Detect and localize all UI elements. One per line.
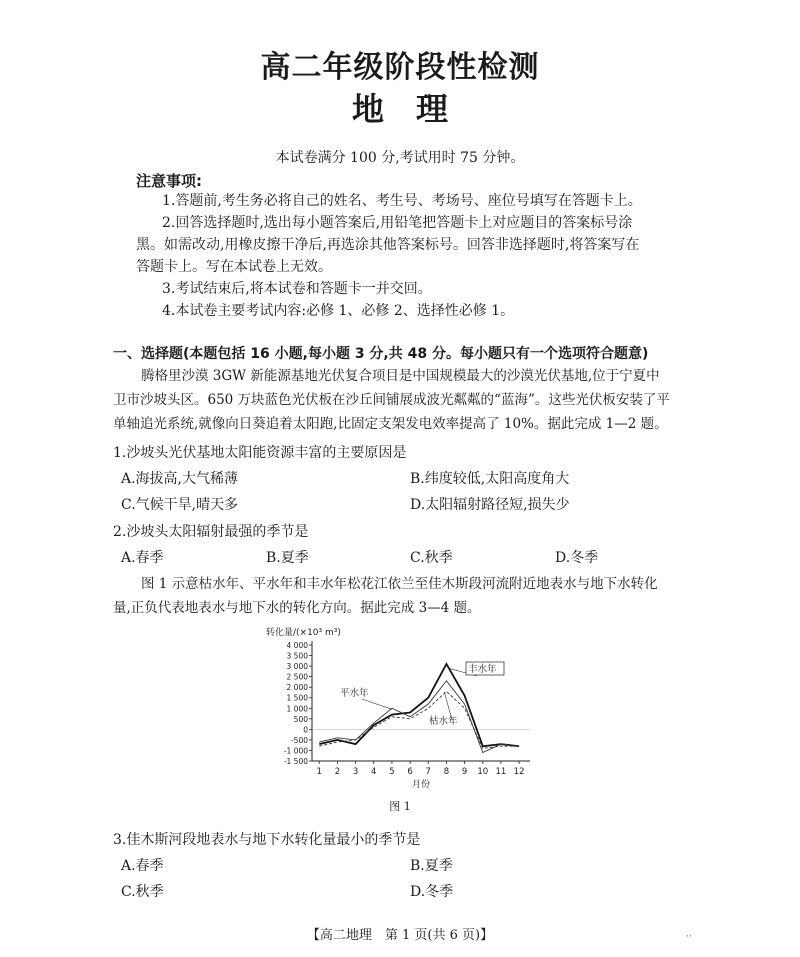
- q1-option-a[interactable]: A.海拔高,大气稀薄: [121, 471, 239, 487]
- y-tick-label: -1 000: [283, 746, 308, 756]
- notice-line: 3.考试结束后,将本试卷和答题卡一并交回。: [162, 281, 432, 297]
- series-label: 丰水年: [468, 664, 497, 675]
- x-tick-label: 10: [477, 767, 489, 777]
- x-tick-label: 8: [443, 767, 450, 777]
- x-tick-label: 7: [425, 767, 431, 777]
- question-2-stem: 2.沙坡头太阳辐射最强的季节是: [113, 524, 309, 540]
- y-tick-label: 0: [303, 725, 308, 735]
- material-2: [113, 572, 693, 620]
- notice-line: 1.答题前,考生务必将自己的姓名、考生号、考场号、座位号填写在答题卡上。: [162, 193, 642, 209]
- y-tick-label: 1 000: [286, 704, 308, 714]
- subject-title: 地 理: [351, 90, 448, 128]
- q2-option-b[interactable]: B.夏季: [266, 550, 309, 566]
- notice-heading: 注意事项:: [136, 172, 202, 190]
- section-heading: 一、选择题(本题包括 16 小题,每小题 3 分,共 48 分。每小题只有一个选项符合题意): [113, 346, 649, 362]
- y-tick-label: 3 500: [286, 651, 308, 661]
- x-tick-label: 1: [316, 767, 322, 777]
- x-tick-label: 11: [495, 767, 507, 777]
- x-tick-label: 12: [513, 767, 525, 777]
- y-tick-label: 2 500: [286, 672, 308, 682]
- x-axis-label: 月份: [411, 780, 431, 790]
- material-line: 卫市沙坡头区。650 万块蓝色光伏板在沙丘间铺展成波光粼粼的“蓝海”。这些光伏板安装了平: [113, 392, 670, 408]
- material-line: 量,正负代表地表水与地下水的转化方向。据此完成 3—4 题。: [113, 600, 481, 616]
- y-tick-label: -1 500: [283, 757, 308, 766]
- y-tick-label: -500: [290, 735, 308, 745]
- exam-title: 高二年级阶段性检测: [260, 50, 540, 85]
- x-tick-label: 3: [352, 767, 359, 777]
- notice-block: [136, 190, 676, 322]
- series-leader: [362, 699, 392, 709]
- q2-option-d[interactable]: D.冬季: [555, 550, 599, 566]
- question-3-stem: 3.佳木斯河段地表水与地下水转化量最小的季节是: [113, 832, 421, 848]
- corner-mark: ··: [686, 932, 692, 942]
- q1-option-b[interactable]: B.纬度较低,太阳高度角大: [410, 471, 570, 487]
- page-footer: 【高二地理 第 1 页(共 6 页)】: [306, 928, 494, 943]
- q3-option-c[interactable]: C.秋季: [121, 884, 164, 900]
- question-1-stem: 1.沙坡头光伏基地太阳能资源丰富的主要原因是: [113, 445, 407, 461]
- series-label: 平水年: [340, 688, 369, 699]
- figure-caption: 图 1: [389, 800, 411, 813]
- series-line-2: [319, 691, 519, 748]
- y-tick-label: 3 000: [286, 662, 308, 672]
- x-tick-label: 9: [461, 767, 468, 777]
- notice-line: 答题卡上。写在本试卷上无效。: [136, 259, 332, 275]
- conversion-chart: [262, 623, 542, 795]
- q3-option-d[interactable]: D.冬季: [410, 884, 454, 900]
- series-line-0: [319, 664, 519, 746]
- notice-line: 黑。如需改动,用橡皮擦干净后,再选涂其他答案标号。回答非选择题时,将答案写在: [136, 237, 640, 253]
- q2-option-a[interactable]: A.春季: [121, 550, 164, 566]
- y-tick-label: 500: [293, 714, 308, 724]
- q1-option-d[interactable]: D.太阳辐射路径短,损失少: [410, 497, 570, 513]
- y-axis-label: 转化量/(×10³ m³): [266, 628, 341, 638]
- x-tick-label: 4: [371, 767, 377, 777]
- x-tick-label: 6: [407, 767, 413, 777]
- q3-option-b[interactable]: B.夏季: [410, 858, 453, 874]
- q1-option-c[interactable]: C.气候干旱,晴天多: [121, 497, 239, 513]
- series-label: 枯水年: [429, 716, 458, 727]
- material-1: [113, 364, 693, 436]
- x-tick-label: 5: [389, 767, 395, 777]
- x-tick-label: 2: [334, 767, 341, 777]
- q2-option-c[interactable]: C.秋季: [410, 550, 453, 566]
- y-tick-label: 4 000: [286, 641, 308, 650]
- material-line: 单轴追光系统,就像向日葵追着太阳跑,比固定支架发电效率提高了 10%。据此完成 1—2 题。: [113, 416, 668, 432]
- y-tick-label: 1 500: [286, 693, 308, 703]
- q3-option-a[interactable]: A.春季: [121, 858, 164, 874]
- material-line: 腾格里沙漠 3GW 新能源基地光伏复合项目是中国规模最大的沙漠光伏基地,位于宁夏中: [141, 368, 660, 384]
- exam-intro: 本试卷满分 100 分,考试用时 75 分钟。: [275, 150, 525, 166]
- material-line: 图 1 示意枯水年、平水年和丰水年松花江依兰至佳木斯段河流附近地表水与地下水转化: [141, 576, 658, 592]
- notice-line: 2.回答选择题时,选出每小题答案后,用铅笔把答题卡上对应题目的答案标号涂: [162, 215, 633, 231]
- notice-line: 4.本试卷主要考试内容:必修 1、必修 2、选择性必修 1。: [162, 303, 515, 319]
- y-tick-label: 2 000: [286, 683, 308, 693]
